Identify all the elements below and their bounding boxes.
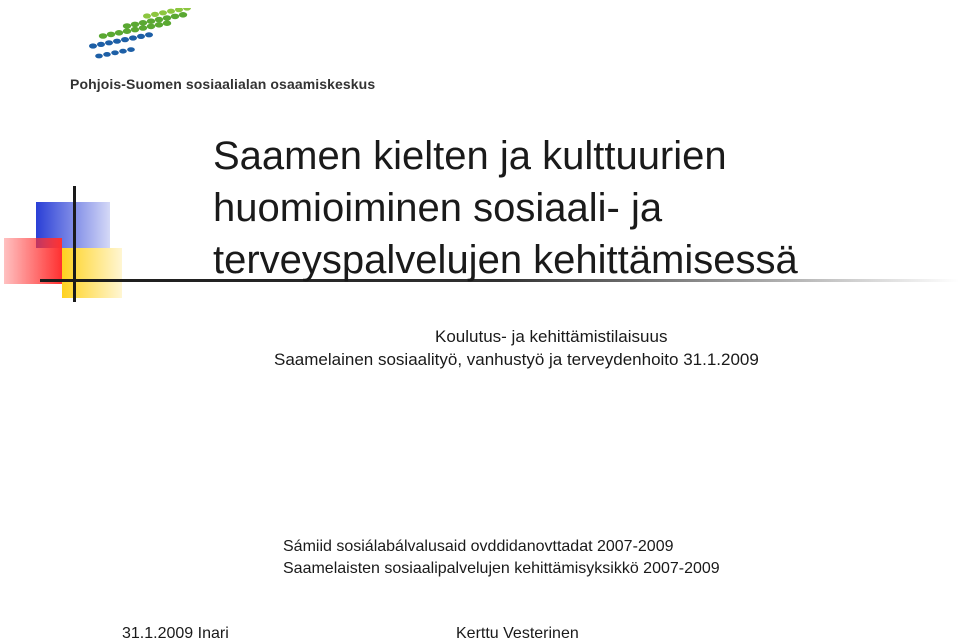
logo-dot [145, 32, 153, 37]
logo-dot [99, 33, 107, 39]
title-line-2: huomioiminen sosiaali- ja [213, 186, 663, 230]
logo-organization-name: Pohjois-Suomen sosiaalialan osaamiskeskus [70, 76, 376, 92]
presentation-subtitle [274, 325, 914, 371]
presentation-title [213, 130, 798, 286]
logo-dot [103, 52, 111, 57]
logo-dot [89, 43, 97, 48]
logo-dot [143, 13, 151, 18]
logo-dot [183, 8, 191, 11]
logo-dot [179, 12, 187, 18]
logo-dot [171, 14, 179, 20]
subtitle-event-type: Koulutus- ja kehittämistilaisuus [435, 327, 668, 346]
organization-logo [70, 8, 390, 98]
logo-dot [119, 49, 127, 54]
red-block [4, 238, 62, 284]
logo-dot [121, 37, 129, 42]
logo-dot [107, 32, 115, 38]
logo-dot [113, 39, 121, 44]
logo-dot [147, 18, 155, 24]
organization-name-finnish: Saamelaisten sosiaalipalvelujen kehittämisyksikkö 2007-2009 [283, 560, 720, 577]
organization-name-sami: Sámiid sosiálabálvalusaid ovddidanovttadat 2007-2009 [283, 538, 674, 555]
logo-dot [137, 34, 145, 39]
logo-dot [105, 40, 113, 45]
logo-dot [175, 8, 183, 12]
logo-dot [155, 17, 163, 23]
logo-dot [129, 35, 137, 40]
logo-dot [131, 27, 139, 33]
logo-dot [151, 12, 159, 17]
logo-dot [167, 9, 175, 14]
logo-dot [155, 22, 163, 28]
vertical-line [73, 186, 76, 302]
logo-dot [97, 42, 105, 47]
title-line-3: terveyspalvelujen kehittämisessä [213, 238, 798, 282]
logo-dot [111, 50, 119, 55]
logo-dot [147, 24, 155, 30]
logo-dot [115, 30, 123, 36]
logo-dot [127, 47, 135, 52]
logo-dot [123, 28, 131, 34]
footer-date-place: 31.1.2009 Inari [122, 625, 229, 642]
footer-author: Kerttu Vesterinen [456, 625, 579, 642]
title-line-1: Saamen kielten ja kulttuurien [213, 134, 727, 178]
logo-dot [163, 15, 171, 21]
organization-block [283, 536, 720, 580]
logo-dot [95, 54, 103, 59]
dotted-wave-logo-icon [85, 8, 195, 68]
subtitle-event-name: Saamelainen sosiaalityö, vanhustyö ja terveydenhoito 31.1.2009 [274, 350, 759, 369]
yellow-block [62, 248, 122, 298]
logo-dot [131, 22, 139, 28]
logo-dot [159, 10, 167, 15]
logo-dot [139, 20, 147, 26]
logo-dot [163, 20, 171, 26]
logo-dot [123, 23, 131, 29]
logo-dot [139, 25, 147, 31]
